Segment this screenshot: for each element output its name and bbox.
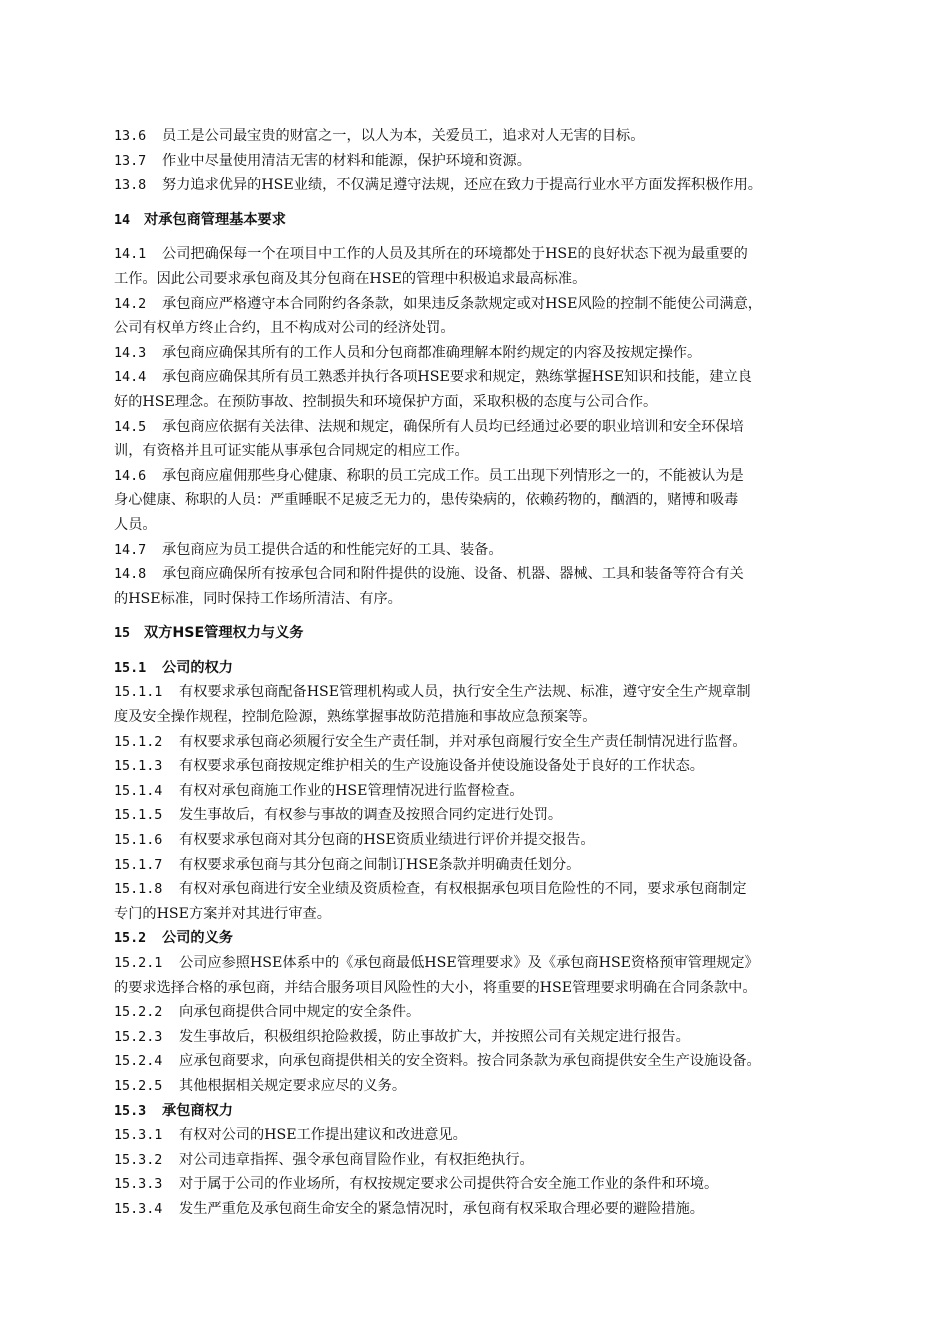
clause-15-3-2: [114, 1148, 860, 1173]
clause-14-1: [114, 242, 860, 267]
clause-15-2-4: [114, 1049, 860, 1074]
heading-number: 15: [114, 626, 131, 642]
clause-text-line: 好的HSE理念。在预防事故、控制损失和环境保护方面，采取积极的态度与公司合作。: [114, 393, 658, 410]
clause-number: 15.2.4: [114, 1054, 163, 1070]
subsection-heading-15-2: [114, 926, 860, 951]
clause-text-line: 训，有资格并且可证实能从事承包合同规定的相应工作。: [114, 443, 469, 460]
clause-number: 14.1: [114, 247, 147, 263]
clause-number: 15.1.5: [114, 808, 163, 824]
clause-number: 15.3.4: [114, 1201, 163, 1217]
clause-text-line: 向承包商提供合同中规定的安全条件。: [179, 1004, 421, 1021]
clause-13-7: [114, 149, 860, 174]
clause-15-2-1: [114, 951, 860, 976]
clause-number: 15.1.2: [114, 734, 163, 750]
clause-number: 15.3.3: [114, 1177, 163, 1193]
clause-14-8: [114, 562, 860, 587]
clause-number: 15.1.1: [114, 685, 163, 701]
clause-number: 14.4: [114, 370, 147, 386]
clause-text-line: 有权要求承包商必须履行安全生产责任制，并对承包商履行安全生产责任制情况进行监督。: [179, 733, 747, 750]
clause-15-1-4: [114, 779, 860, 804]
clause-15-1-1: [114, 680, 860, 705]
clause-text-line: 其他根据相关规定要求应尽的义务。: [179, 1077, 407, 1094]
clause-number: 14.6: [114, 468, 147, 484]
clause-15-1-6: [114, 828, 860, 853]
clause-15-1-7: [114, 853, 860, 878]
clause-text-line: 公司把确保每一个在项目中工作的人员及其所在的环境都处于HSE的良好状态下视为最重要的: [162, 246, 748, 263]
clause-text-line: 有权要求承包商对其分包商的HSE资质业绩进行评价并提交报告。: [179, 832, 595, 849]
clause-number: 15.1.6: [114, 833, 163, 849]
clause-15-1-3: [114, 754, 860, 779]
clause-number: 15.2.3: [114, 1029, 163, 1045]
clause-14-2: [114, 292, 860, 317]
clause-text-line: 对公司违章指挥、强令承包商冒险作业，有权拒绝执行。: [179, 1151, 534, 1168]
clause-15-2-5: [114, 1074, 860, 1099]
clause-15-2-1-cont: [114, 976, 860, 1001]
clause-14-5: [114, 415, 860, 440]
clause-14-6-cont2: [114, 513, 860, 538]
clause-text-line: 发生事故后，积极组织抢险救援，防止事故扩大，并按照公司有关规定进行报告。: [179, 1028, 690, 1045]
clause-15-3-4: [114, 1197, 860, 1222]
clause-number: 14.3: [114, 345, 147, 361]
clause-14-4-cont: [114, 390, 860, 415]
clause-text-line: 承包商应确保所有按承包合同和附件提供的设施、设备、机器、器械、工具和装备等符合有关: [162, 566, 744, 583]
clause-text-line: 承包商应确保其所有员工熟悉并执行各项HSE要求和规定，熟练掌握HSE知识和技能，建立良: [162, 369, 752, 386]
clause-13-6: [114, 124, 860, 149]
clause-number: 15.3.2: [114, 1152, 163, 1168]
clause-14-5-cont: [114, 439, 860, 464]
document-page: [114, 124, 860, 1222]
subsection-heading-15-3: [114, 1099, 860, 1124]
heading-title: 承包商权力: [162, 1102, 233, 1119]
clause-text-line: 发生事故后，有权参与事故的调查及按照合同约定进行处罚。: [179, 807, 563, 824]
clause-text-line: 对于属于公司的作业场所，有权按规定要求公司提供符合安全施工作业的条件和环境。: [179, 1176, 719, 1193]
clause-text-line: 专门的HSE方案并对其进行审查。: [114, 905, 331, 922]
heading-title: 公司的权力: [162, 659, 233, 676]
clause-text: 员工是公司最宝贵的财富之一，以人为本，关爱员工，追求对人无害的目标。: [162, 128, 645, 144]
clause-number: 14.7: [114, 542, 147, 558]
clause-number: 14.8: [114, 567, 147, 583]
clause-text-line: 身心健康、称职的人员：严重睡眠不足疲乏无力的，患传染病的，依赖药物的，酗酒的，赌博和吸毒: [114, 492, 739, 509]
clause-14-4: [114, 365, 860, 390]
clause-15-3-3: [114, 1172, 860, 1197]
clause-text-line: 公司有权单方终止合约，且不构成对公司的经济处罚。: [114, 320, 455, 337]
clause-text: 作业中尽量使用清洁无害的材料和能源，保护环境和资源。: [162, 152, 531, 169]
clause-14-6-cont: [114, 488, 860, 513]
heading-title: 对承包商管理基本要求: [144, 211, 286, 228]
clause-number: 15.1.7: [114, 857, 163, 873]
clause-15-1-8: [114, 877, 860, 902]
clause-text-line: 有权对公司的HSE工作提出建议和改进意见。: [179, 1127, 467, 1144]
clause-text-line: 人员。: [114, 516, 157, 533]
clause-14-7: [114, 538, 860, 563]
clause-15-1-8-cont: [114, 902, 860, 927]
clause-number: 14.2: [114, 296, 147, 312]
clause-15-3-1: [114, 1123, 860, 1148]
clause-number: 15.2.5: [114, 1078, 163, 1094]
clause-text-line: 有权要求承包商与其分包商之间制订HSE条款并明确责任划分。: [179, 856, 581, 873]
clause-14-2-cont: [114, 316, 860, 341]
clause-text-line: 发生严重危及承包商生命安全的紧急情况时，承包商有权采取合理必要的避险措施。: [179, 1200, 704, 1217]
clause-number: 15.3.1: [114, 1128, 163, 1144]
clause-number: 13.6: [114, 129, 147, 144]
clause-15-1-2: [114, 730, 860, 755]
clause-text: 努力追求优异的HSE业绩，不仅满足遵守法规，还应在致力于提高行业水平方面发挥积极作用。: [162, 177, 762, 194]
clause-text-line: 承包商应依据有关法律、法规和规定，确保所有人员均已经通过必要的职业培训和安全环保培: [162, 418, 744, 435]
clause-number: 15.1.8: [114, 882, 163, 898]
clause-text-line: 工作。因此公司要求承包商及其分包商在HSE的管理中积极追求最高标准。: [114, 270, 587, 287]
clause-number: 14.5: [114, 419, 147, 435]
clause-text-line: 有权对承包商施工作业的HSE管理情况进行监督检查。: [179, 782, 524, 799]
heading-title: 双方HSE管理权力与义务: [144, 625, 304, 642]
heading-number: 15.2: [114, 931, 147, 947]
heading-number: 15.3: [114, 1103, 147, 1119]
clause-text-line: 公司应参照HSE体系中的《承包商最低HSE管理要求》及《承包商HSE资格预审管理规定》: [179, 955, 759, 971]
clause-14-1-cont: [114, 267, 860, 292]
clause-text-line: 有权要求承包商配备HSE管理机构或人员，执行安全生产法规、标准，遵守安全生产规章制: [179, 684, 751, 701]
clause-number: 15.2.2: [114, 1005, 163, 1021]
clause-15-1-5: [114, 803, 860, 828]
clause-text-line: 度及安全操作规程，控制危险源，熟练掌握事故防范措施和事故应急预案等。: [114, 709, 597, 726]
clause-text-line: 承包商应雇佣那些身心健康、称职的员工完成工作。员工出现下列情形之一的，不能被认为是: [162, 467, 744, 484]
heading-number: 15.1: [114, 660, 147, 676]
clause-number: 15.1.4: [114, 783, 163, 799]
section-heading-14: [114, 208, 860, 233]
clause-13-8: [114, 173, 860, 198]
clause-number: 13.8: [114, 178, 147, 194]
clause-text-line: 应承包商要求，向承包商提供相关的安全资料。按合同条款为承包商提供安全生产设施设备。: [179, 1053, 761, 1070]
subsection-heading-15-1: [114, 656, 860, 681]
heading-title: 公司的义务: [162, 930, 233, 947]
clause-15-1-1-cont: [114, 705, 860, 730]
clause-text-line: 承包商应确保其所有的工作人员和分包商都准确理解本附约规定的内容及按规定操作。: [162, 344, 702, 361]
clause-number: 15.1.3: [114, 759, 163, 775]
section-heading-15: [114, 621, 860, 646]
clause-15-2-2: [114, 1000, 860, 1025]
clause-text-line: 承包商应严格遵守本合同附约各条款，如果违反条款规定或对HSE风险的控制不能使公司满意，: [162, 295, 762, 312]
heading-number: 14: [114, 212, 131, 228]
clause-text-line: 的要求选择合格的承包商，并结合服务项目风险性的大小，将重要的HSE管理要求明确在合同条款中。: [114, 979, 757, 996]
clause-text-line: 有权要求承包商按规定维护相关的生产设施设备并使设施设备处于良好的工作状态。: [179, 758, 704, 775]
clause-text-line: 承包商应为员工提供合适的和性能完好的工具、装备。: [162, 541, 503, 558]
clause-text-line: 有权对承包商进行安全业绩及资质检查，有权根据承包项目危险性的不同，要求承包商制定: [179, 881, 747, 898]
clause-14-6: [114, 464, 860, 489]
clause-14-3: [114, 341, 860, 366]
clause-15-2-3: [114, 1025, 860, 1050]
clause-text-line: 的HSE标准，同时保持工作场所清洁、有序。: [114, 590, 402, 607]
clause-14-8-cont: [114, 587, 860, 612]
clause-number: 13.7: [114, 153, 147, 169]
clause-number: 15.2.1: [114, 956, 163, 971]
